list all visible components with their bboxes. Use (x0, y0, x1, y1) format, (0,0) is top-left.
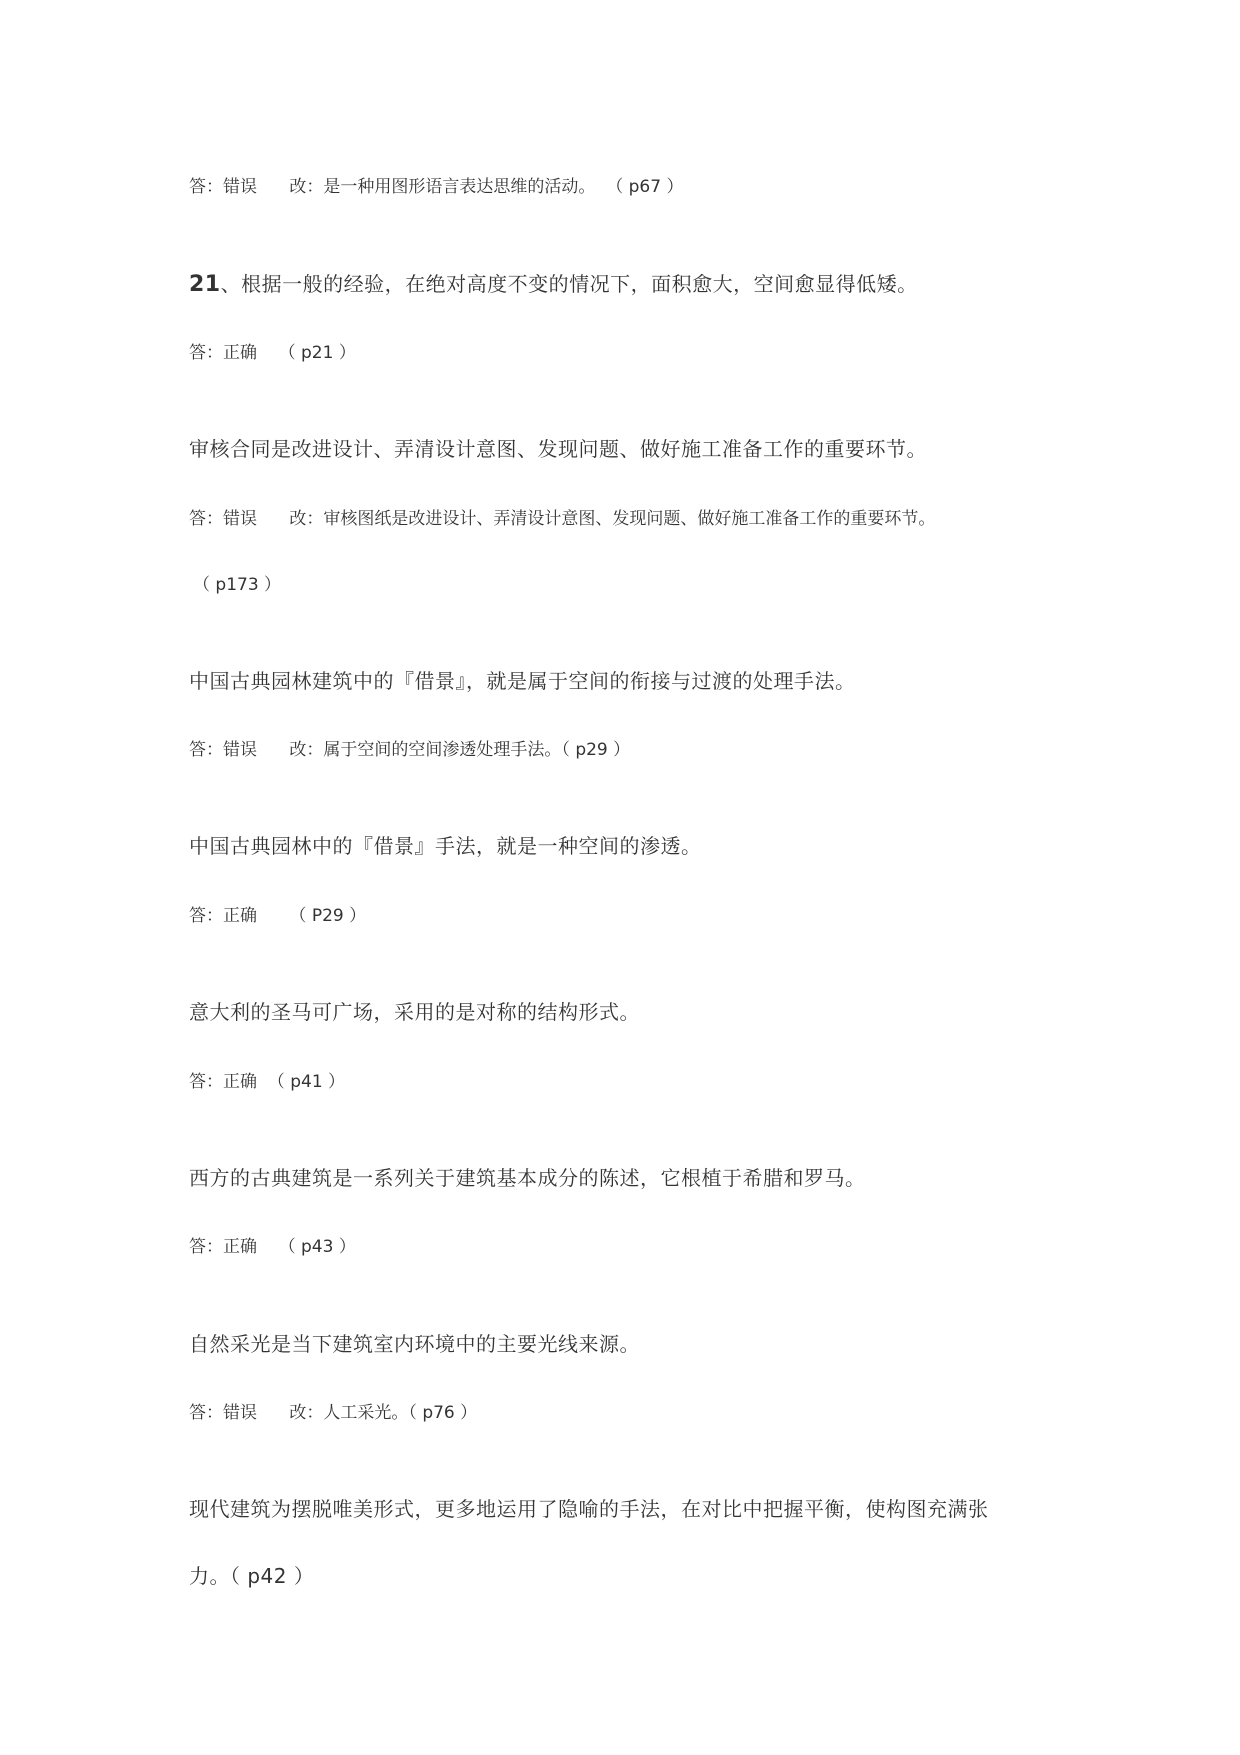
question-text: 、根据一般的经验，在绝对高度不变的情况下，面积愈大，空间愈显得低矮。 (220, 272, 918, 296)
answer-line: 答：正确 （ P29 ） (189, 906, 367, 926)
answer-line: 答：错误 改：人工采光。（ p76 ） (189, 1403, 478, 1423)
question-line: 意大利的圣马可广场，采用的是对称的结构形式。 (189, 1000, 640, 1024)
question-number: 21 (189, 272, 221, 297)
answer-line: 答：错误 改：属于空间的空间渗透处理手法。（ p29 ） (189, 740, 631, 760)
question-line (189, 268, 918, 297)
question-line: 审核合同是改进设计、弄清设计意图、发现问题、做好施工准备工作的重要环节。 (189, 437, 927, 461)
answer-line: 答：错误 改：审核图纸是改进设计、弄清设计意图、发现问题、做好施工准备工作的重要环节。 (189, 509, 936, 529)
question-line: 中国古典园林建筑中的『借景』，就是属于空间的衔接与过渡的处理手法。 (189, 669, 856, 693)
question-line: 力。（ p42 ） (189, 1564, 315, 1588)
question-line: 自然采光是当下建筑室内环境中的主要光线来源。 (189, 1332, 640, 1356)
answer-line: 答：正确 （ p41 ） (189, 1072, 346, 1092)
answer-line: 答：错误 改：是一种用图形语言表达思维的活动。 （ p67 ） (189, 177, 684, 197)
answer-line: （ p173 ） (193, 575, 282, 595)
question-line: 西方的古典建筑是一系列关于建筑基本成分的陈述，它根植于希腊和罗马。 (189, 1166, 866, 1190)
answer-line: 答：正确 （ p21 ） (189, 343, 356, 363)
question-line: 现代建筑为摆脱唯美形式，更多地运用了隐喻的手法，在对比中把握平衡，使构图充满张 (189, 1497, 989, 1521)
question-line: 中国古典园林中的『借景』手法，就是一种空间的渗透。 (189, 834, 702, 858)
answer-line: 答：正确 （ p43 ） (189, 1237, 356, 1257)
